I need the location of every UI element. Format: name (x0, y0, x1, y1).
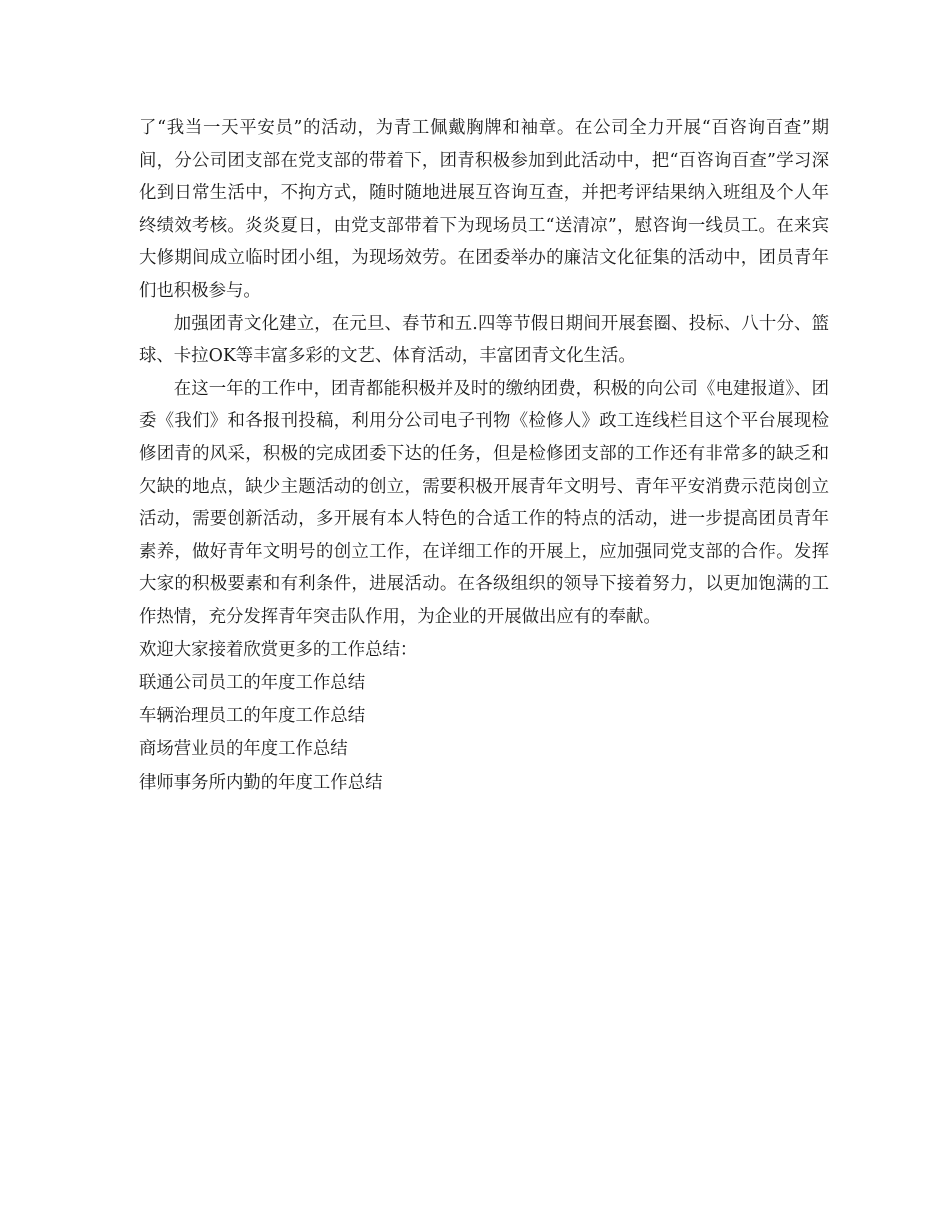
paragraph-culture: 加强团青文化建立，在元旦、春节和五.四等节假日期间开展套圈、投标、八十分、篮球、卡拉OK等丰富多彩的文艺、体育活动，丰富团青文化生活。 (139, 313, 829, 367)
paragraph-summary: 在这一年的工作中，团青都能积极并及时的缴纳团费，积极的向公司《电建报道》、团委《我们》和各报刊投稿，利用分公司电子刊物《检修人》政工连线栏目这个平台展现检修团青的风采，积极的完成团委下达的任务，但是检修团支部的工作还有非常多的缺乏和欠缺的地点，缺少主题活动的创立，需要积极开展青年文明号、青年平安消费示范岗创立活动，需要创新活动，多开展有本人特色的合适工作的特点的活动，进一步提高团员青年素养，做好青年文明号的创立工作，在详细工作的开展上，应加强同党支部的合作。发挥大家的积极要素和有利条件，进展活动。在各级组织的领导下接着努力，以更加饱满的工作热情，充分发挥青年突击队作用，为企业的开展做出应有的奉献。 (139, 378, 829, 627)
related-articles-list (139, 634, 829, 800)
paragraph-continuation: 了“我当一天平安员”的活动，为青工佩戴胸牌和袖章。在公司全力开展“百咨询百查”期间，分公司团支部在党支部的带着下，团青积极参加到此活动中，把“百咨询百查”学习深化到日常生活中，不拘方式，随时随地进展互咨询互查，并把考评结果纳入班组及个人年终绩效考核。炎炎夏日，由党支部带着下为现场员工“送清凉”，慰咨询一线员工。在来宾大修期间成立临时团小组，为现场效劳。在团委举办的廉洁文化征集的活动中，团员青年们也积极参与。 (139, 118, 829, 301)
related-article-link[interactable]: 律师事务所内勤的年度工作总结 (139, 772, 383, 793)
related-articles-intro: 欢迎大家接着欣赏更多的工作总结： (139, 639, 418, 660)
related-article-link[interactable]: 联通公司员工的年度工作总结 (139, 672, 366, 693)
related-article-link[interactable]: 商场营业员的年度工作总结 (139, 739, 348, 760)
document-body (139, 112, 829, 800)
related-article-link[interactable]: 车辆治理员工的年度工作总结 (139, 706, 366, 727)
